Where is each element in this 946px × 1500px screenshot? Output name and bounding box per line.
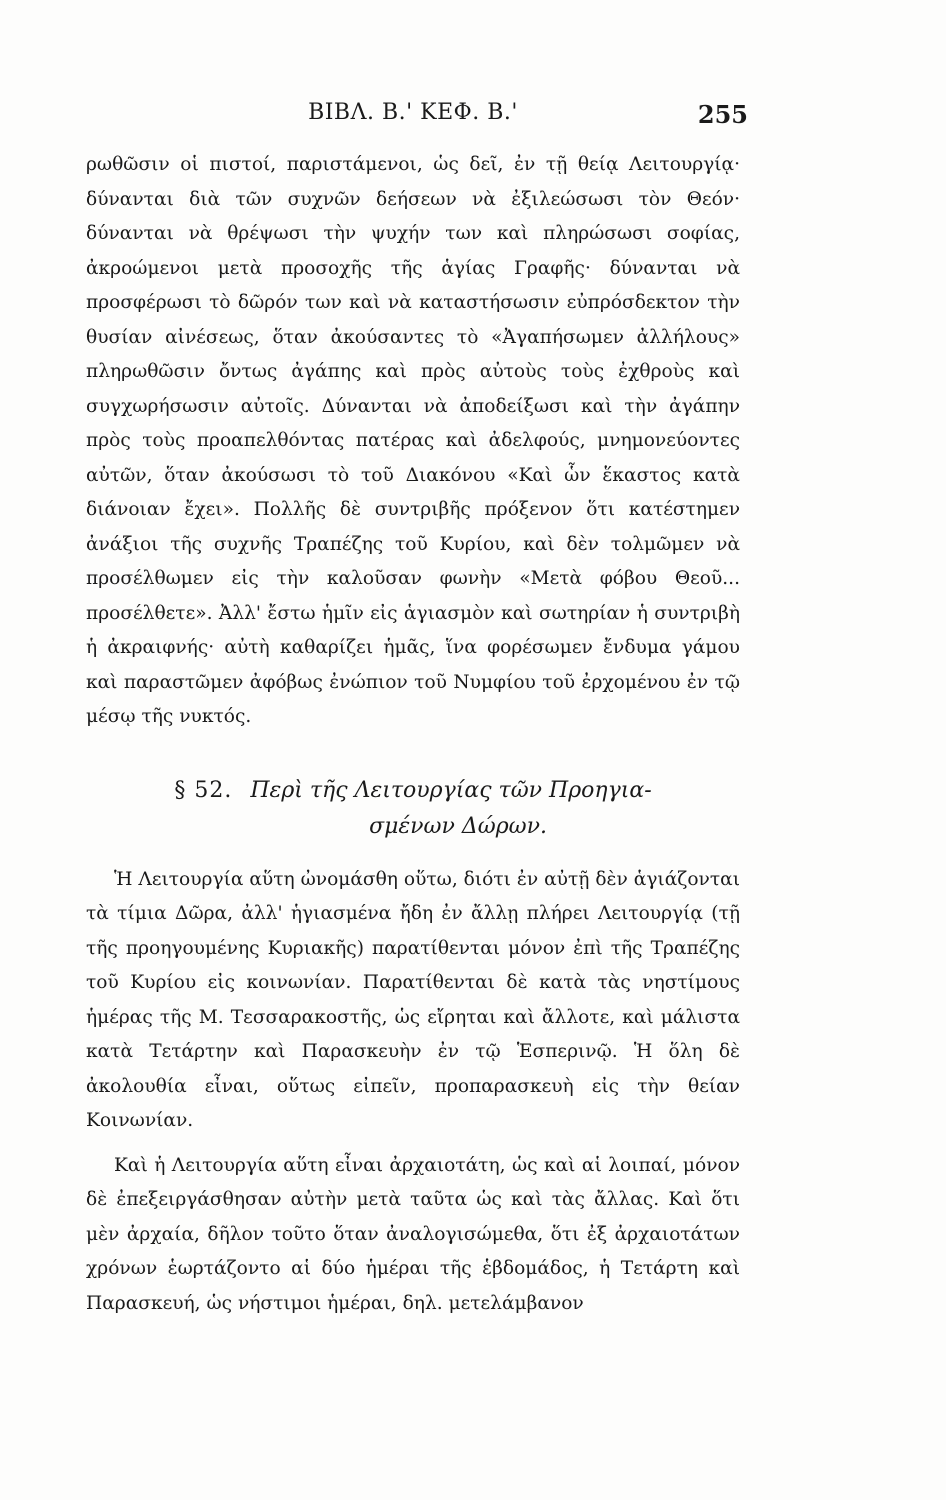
main-text <box>86 148 740 1321</box>
section-heading-line-1 <box>86 773 740 809</box>
section-paragraph-2: Καὶ ἡ Λειτουργία αὕτη εἶναι ἀρχαιοτάτη, ὡς καὶ αἱ λοιπαί, μόνον δὲ ἐπεξειργάσθησαν αὐτὴν μετὰ ταῦτα ὡς καὶ τὰς ἄλλας. Καὶ ὅτι μὲν ἀρχαία, δῆλον τοῦτο ὅταν ἀναλογισώμεθα, ὅτι ἐξ ἀρχαιοτάτων χρόνων ἑωρτάζοντο αἱ δύο ἡμέραι τῆς ἑβδομάδος, ἡ Τετάρτη καὶ Παρασκευή, ὡς νήστιμοι ἡμέραι, δηλ. μετελάμβανον <box>86 1154 740 1314</box>
section-title-part-1: Περὶ τῆς Λειτουργίας τῶν Προηγια- <box>250 777 652 803</box>
section-heading <box>86 773 740 845</box>
paragraph-continued: ρωθῶσιν οἱ πιστοί, παριστάμενοι, ὡς δεῖ, ἐν τῇ θείᾳ Λειτουργίᾳ· δύνανται διὰ τῶν συχνῶν δεήσεων νὰ ἐξιλεώσωσι τὸν Θεόν· δύνανται νὰ θρέψωσι τὴν ψυχήν των καὶ πληρώσωσι σοφίας, ἀκροώμενοι μετὰ προσοχῆς τῆς ἁγίας Γραφῆς· δύνανται νὰ προσφέρωσι τὸ δῶρόν των καὶ νὰ καταστήσωσιν εὐπρόσδεκτον τὴν θυσίαν αἰνέσεως, ὅταν ἀκούσαντες τὸ «Ἀγαπήσωμεν ἀλλήλους» πληρωθῶσιν ὄντως ἀγάπης καὶ πρὸς αὐτοὺς τοὺς ἐχθροὺς καὶ συγχωρήσωσιν αὐτοῖς. Δύνανται νὰ ἀποδείξωσι καὶ τὴν ἀγάπην πρὸς τοὺς προαπελθόντας πατέρας καὶ ἀδελφούς, μνημονεύοντες αὐτῶν, ὅταν ἀκούσωσι τὸ τοῦ Διακόνου «Καὶ ὧν ἕκαστος κατὰ διάνοιαν ἔχει». Πολλῆς δὲ συντριβῆς πρόξενον ὅτι κατέστημεν ἀνάξιοι τῆς συχνῆς Τραπέζης τοῦ Κυρίου, καὶ δὲν τολμῶμεν νὰ προσέλθωμεν εἰς τὴν καλοῦσαν φωνὴν «Μετὰ φόβου Θεοῦ... προσέλθετε». Ἀλλ' ἔστω ἡμῖν εἰς ἁγιασμὸν καὶ σωτηρίαν ἡ συντριβὴ ἡ ἀκραιφνής· αὐτὴ καθαρίζει ἡμᾶς, ἵνα φορέσωμεν ἔνδυμα γάμου καὶ παραστῶμεν ἀφόβως ἐνώπιον τοῦ Νυμφίου τοῦ ἐρχομένου ἐν τῷ μέσῳ τῆς νυκτός. <box>86 154 740 727</box>
running-title: ΒΙΒΛ. Β.' ΚΕΦ. Β.' <box>308 100 518 125</box>
section-title-part-2: σμένων Δώρων. <box>369 813 547 839</box>
page-number: 255 <box>697 100 748 129</box>
section-paragraph-1: Ἡ Λειτουργία αὕτη ὠνομάσθη οὕτω, διότι ἐν αὐτῇ δὲν ἁγιάζονται τὰ τίμια Δῶρα, ἀλλ' ἡγιασμένα ἤδη ἐν ἄλλῃ πλήρει Λειτουργίᾳ (τῇ τῆς προηγουμένης Κυριακῆς) παρατίθενται μόνον ἐπὶ τῆς Τραπέζης τοῦ Κυρίου εἰς κοινωνίαν. Παρατίθενται δὲ κατὰ τὰς νηστίμους ἡμέρας τῆς Μ. Τεσσαρακοστῆς, ὡς εἴρηται καὶ ἄλλοτε, καὶ μάλιστα κατὰ Τετάρτην καὶ Παρασκευὴν ἐν τῷ Ἑσπερινῷ. Ἡ ὅλη δὲ ἀκολουθία εἶναι, οὕτως εἰπεῖν, προπαρασκευὴ εἰς τὴν θείαν Κοινωνίαν. <box>86 868 740 1131</box>
running-head <box>86 100 748 136</box>
section-number: § 52. <box>174 777 233 803</box>
